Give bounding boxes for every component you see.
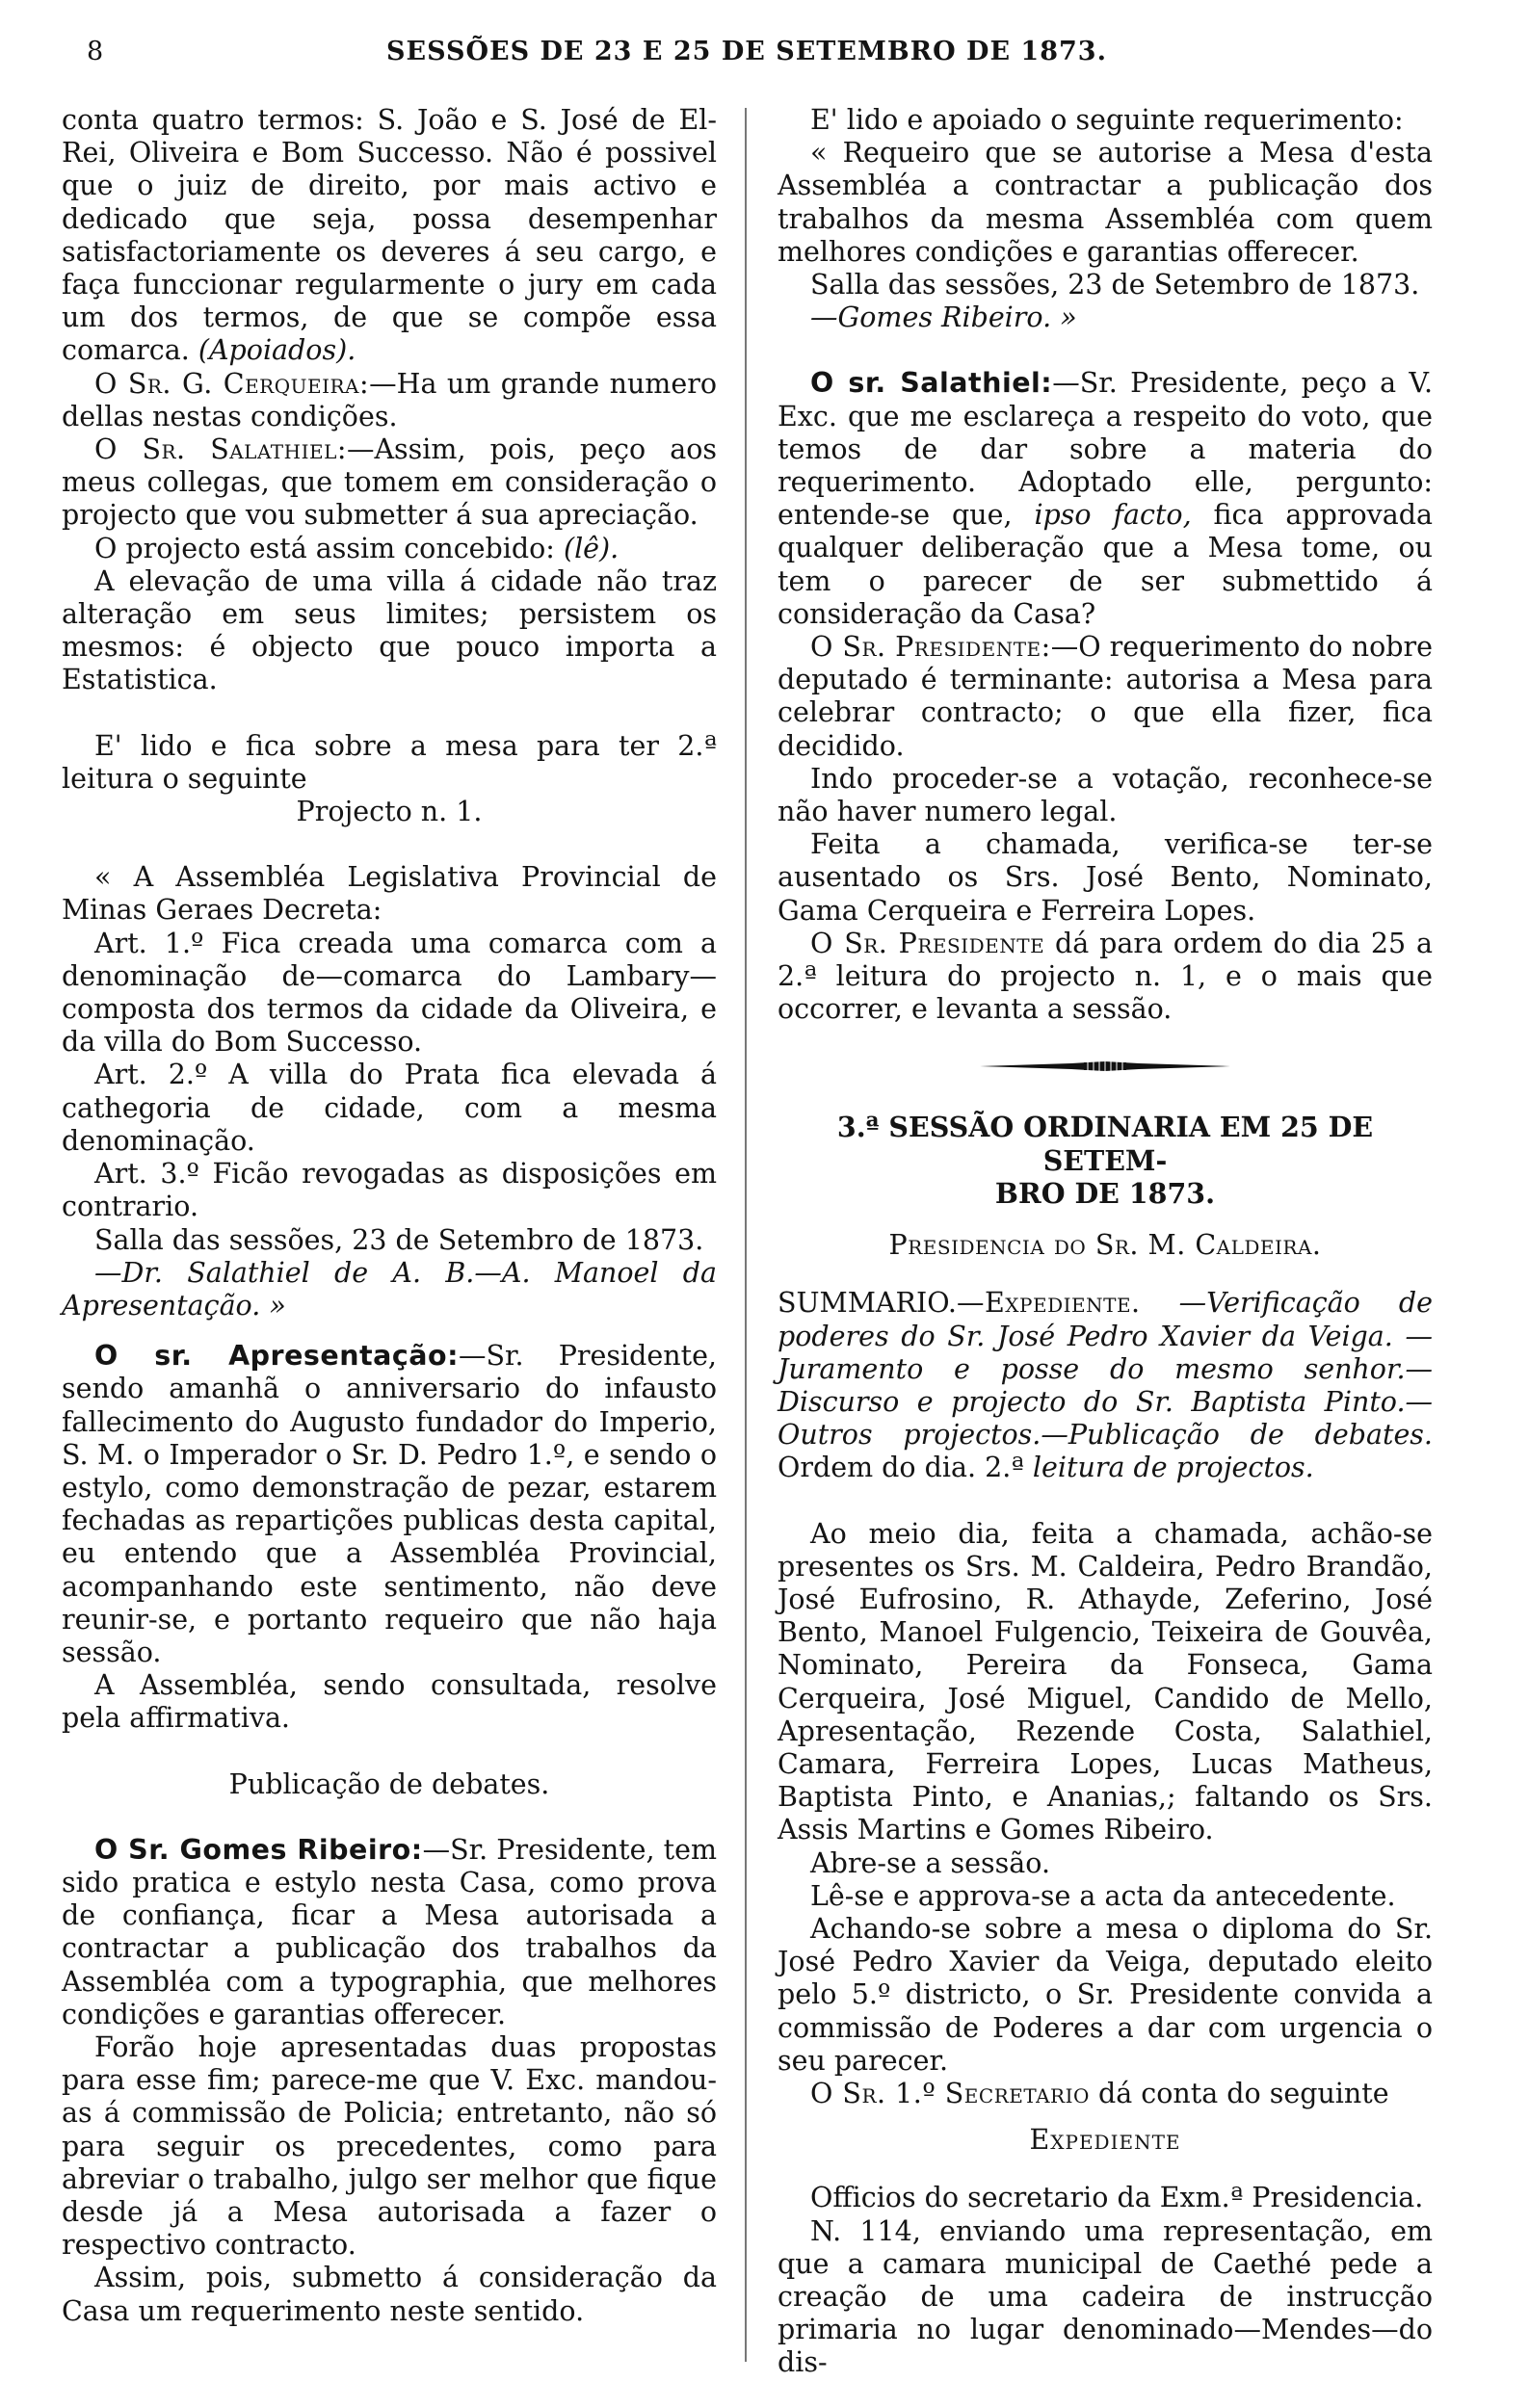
paragraph: O Sr. Gomes Ribeiro:—Sr. Presidente, tem sido pratica e estylo nesta Casa, como prova de confiança, ficar a Mesa autorisada a contractar a publicação dos trabalhos da Assembléa com a typographia, que melhores condições e garantias offerecer. xyxy=(62,1833,717,2030)
date-line: Salla das sessões, 23 de Setembro de 1873. xyxy=(94,1223,704,1256)
paragraph: conta quatro termos: S. João e S. José de El-Rei, Oliveira e Bom Successo. Não é possivel que o juiz de direito, por mais activo e dedicado que seja, possa desempenhar satisfactoriamente os deveres á seu cargo, e faça funccionar regularmente o jury em cada um dos termos, de que se compõe essa comarca. (Apoiados). xyxy=(62,104,717,367)
presidency-line: Presidencia do Sr. M. Caldeira. xyxy=(888,1229,1322,1262)
speaker-name: O Sr. G. Cerqueira: xyxy=(94,367,370,400)
paragraph: Assim, pois, submetto á consideração da Casa um requerimento neste sentido. xyxy=(62,2262,717,2327)
speaker-name: O Sr. Gomes Ribeiro: xyxy=(94,1833,423,1866)
summary: SUMMARIO.—Expediente. —Verificação de poderes do Sr. José Pedro Xavier da Veiga. —Juramento e posse do mesmo senhor.—Discurso e projecto do Sr. Baptista Pinto.—Outros projectos.—Publicação de debates. Ordem do dia. 2.ª leitura de projectos. xyxy=(778,1287,1433,1484)
page-header xyxy=(67,37,1426,79)
left-column xyxy=(62,104,717,2328)
paragraph: Ao meio dia, feita a chamada, achão-se presentes os Srs. M. Caldeira, Pedro Brandão, José Eufrosino, R. Athayde, Zeferino, José Bento, Manoel Fulgencio, Teixeira de Gouvêa, Nominato, Pereira da Fonseca, Gama Cerqueira, José Miguel, Candido de Mello, Apresentação, Rezende Costa, Salathiel, Camara, Ferreira Lopes, Lucas Matheus, Baptista Pinto, e Ananias,; faltando os Srs. Assis Martins e Gomes Ribeiro. xyxy=(778,1517,1433,1846)
ornament-rule-icon xyxy=(980,1058,1230,1075)
paragraph: A elevação de uma villa á cidade não traz alteração em seus limites; persistem os mesmos: é objecto que pouco importa a Estatistica. xyxy=(62,564,717,696)
speaker-name: O Sr. Presidente xyxy=(810,927,1045,959)
paragraph: Abre-se a sessão. xyxy=(810,1846,1050,1879)
speaker-name: O Sr. Salathiel: xyxy=(94,433,347,466)
speaker-name: O sr. Salathiel: xyxy=(810,367,1053,400)
paragraph: Lê-se e approva-se a acta da antecedente. xyxy=(810,1879,1396,1912)
section-heading: Projecto n. 1. xyxy=(296,796,483,828)
session-heading: 3.ª SESSÃO ORDINARIA EM 25 DE SETEM- BRO DE 1873. xyxy=(836,1111,1374,1210)
speaker-name: O Sr. Presidente: xyxy=(810,631,1051,664)
paragraph: O sr. Salathiel:—Sr. Presidente, peço a V. Exc. que me esclareça a respeito do voto, que temos de dar sobre a materia do requerimento. Adoptado elle, pergunto: entende-se que, ipso facto, fica approvada qualquer deliberação que a Mesa tome, ou tem o parecer de ser submettido á consideração da Casa? xyxy=(778,367,1433,630)
paragraph: O Sr. Presidente dá para ordem do dia 25 a 2.ª leitura do projecto n. 1, e o mais que occorrer, e levanta a sessão. xyxy=(778,927,1434,1026)
signature: —Dr. Salathiel de A. B.—A. Manoel da Apresentação. » xyxy=(62,1256,717,1322)
article: Art. 2.º A villa do Prata fica elevada á cathegoria de cidade, com a mesma denominação. xyxy=(62,1059,717,1157)
paragraph: Feita a chamada, verifica-se ter-se ausentado os Srs. José Bento, Nominato, Gama Cerqueira e Ferreira Lopes. xyxy=(778,828,1433,927)
speaker-name: O Sr. 1.º Secretario xyxy=(810,2077,1090,2109)
paragraph: « A Assembléa Legislativa Provincial de Minas Geraes Decreta: xyxy=(62,861,717,927)
paragraph: Officios do secretario da Exm.ª Presidencia. xyxy=(810,2182,1424,2214)
paragraph: O sr. Apresentação:—Sr. Presidente, sendo amanhã o anniversario do infausto fallecimento do Augusto fundador do Imperio, S. M. o Imperador o Sr. D. Pedro 1.º, e sendo o estylo, como demonstração de pezar, estarem fechadas as repartições publicas desta capital, eu entendo que a Assembléa Provincial, acompanhando este sentimento, não deve reunir-se, e portanto requeiro que não haja sessão. xyxy=(62,1340,717,1668)
page-title: SESSÕES DE 23 E 25 DE SETEMBRO DE 1873. xyxy=(386,37,1107,66)
paragraph: Achando-se sobre a mesa o diploma do Sr. José Pedro Xavier da Veiga, deputado eleito pelo 5.º districto, o Sr. Presidente convida a commissão de Poderes a dar com urgencia o seu parecer. xyxy=(778,1912,1433,2077)
paragraph: E' lido e apoiado o seguinte requerimento: xyxy=(810,104,1404,136)
column-divider xyxy=(745,108,747,2362)
paragraph: A Assembléa, sendo consultada, resolve pela affirmativa. xyxy=(62,1669,717,1735)
paragraph: N. 114, enviando uma representação, em que a camara municipal de Caethé pede a creação de uma cadeira de instrucção primaria no lugar denominado—Mendes—do dis- xyxy=(778,2214,1433,2379)
section-heading: Publicação de debates. xyxy=(228,1767,550,1800)
paragraph: O Sr. Salathiel:—Assim, pois, peço aos meus collegas, que tomem em consideração o projecto que vou submetter á sua apreciação. xyxy=(62,433,717,532)
paragraph: E' lido e fica sobre a mesa para ter 2.ª leitura o seguinte xyxy=(62,729,717,795)
section-heading: Expediente xyxy=(1029,2124,1181,2157)
paragraph: O Sr. Presidente:—O requerimento do nobre deputado é terminante: autorisa a Mesa para celebrar contracto; o que ella fizer, fica decidido. xyxy=(778,631,1433,762)
paragraph: Forão hoje apresentadas duas propostas para esse fim; parece-me que V. Exc. mandou-as á commissão de Policia; entretanto, não só para seguir os precedentes, como para abreviar o trabalho, julgo ser melhor que fique desde já a Mesa autorisada a fazer o respectivo contracto. xyxy=(62,2030,717,2262)
right-column xyxy=(778,104,1433,2380)
paragraph: O Sr. G. Cerqueira:—Ha um grande numero dellas nestas condições. xyxy=(62,367,717,432)
page-number: 8 xyxy=(87,37,105,66)
paragraph: « Requeiro que se autorise a Mesa d'esta Assembléa a contractar a publicação dos trabalhos da mesma Assembléa com quem melhores condições e garantias offerecer. xyxy=(778,137,1433,268)
article: Art. 3.º Ficão revogadas as disposições em contrario. xyxy=(62,1158,717,1223)
ornament-divider xyxy=(778,1045,1433,1087)
paragraph: O Sr. 1.º Secretario dá conta do seguinte xyxy=(810,2077,1389,2109)
signature: —Gomes Ribeiro. » xyxy=(810,301,1077,334)
paragraph: O projecto está assim concebido: (lê). xyxy=(94,532,620,564)
paragraph: Indo proceder-se a votação, reconhece-se não haver numero legal. xyxy=(778,762,1433,828)
speaker-name: O sr. Apresentação: xyxy=(94,1340,459,1373)
date-line: Salla das sessões, 23 de Setembro de 1873. xyxy=(810,269,1420,301)
article: Art. 1.º Fica creada uma comarca com a denominação de—comarca do Lambary—composta dos termos da cidade da Oliveira, e da villa do Bom Successo. xyxy=(62,927,717,1059)
